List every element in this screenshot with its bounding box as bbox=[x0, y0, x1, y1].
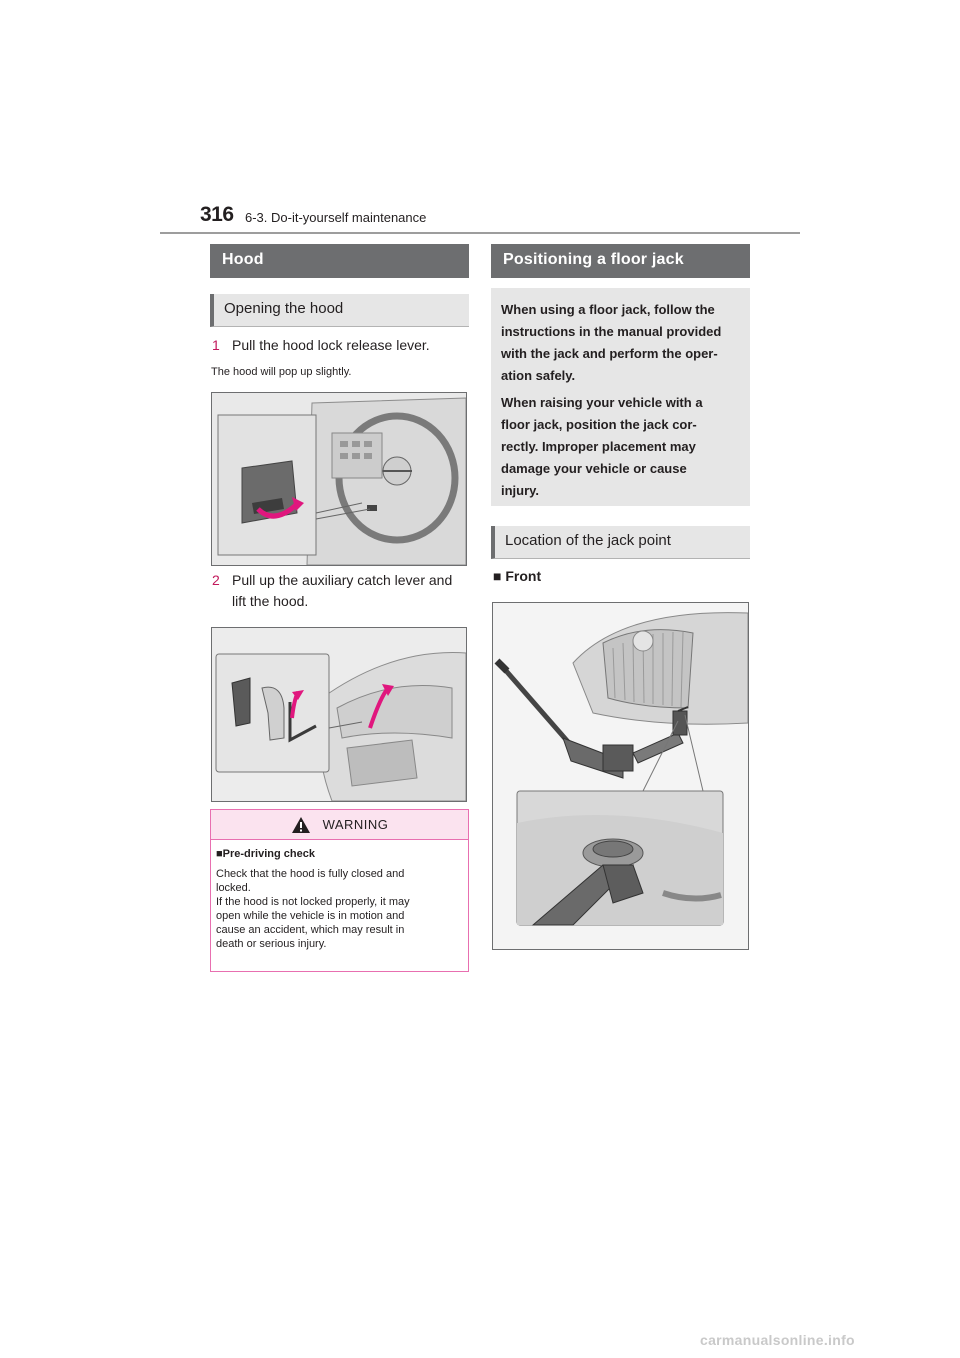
opening-hood-subheading: Opening the hood bbox=[210, 294, 469, 327]
watermark: carmanualsonline.info bbox=[700, 1332, 855, 1348]
step-1-text: Pull the hood lock release lever. bbox=[232, 337, 430, 353]
step-1-number: 1 bbox=[212, 337, 220, 353]
warning-body bbox=[211, 840, 468, 951]
step-1 bbox=[212, 335, 472, 356]
header-divider bbox=[160, 232, 800, 234]
floor-jack-heading: Positioning a floor jack bbox=[491, 244, 750, 278]
warning-line: Check that the hood is fully closed and bbox=[216, 868, 405, 880]
jack-point-subheading: Location of the jack point bbox=[491, 526, 750, 559]
auxiliary-catch-lever-illustration bbox=[211, 627, 467, 802]
warning-title: WARNING bbox=[322, 817, 389, 832]
warning-header bbox=[211, 810, 468, 840]
warning-line: death or serious injury. bbox=[216, 938, 327, 950]
front-jack-point-illustration bbox=[492, 602, 749, 950]
warning-box bbox=[210, 809, 469, 972]
page-number: 316 bbox=[200, 203, 234, 226]
square-bullet-icon: ■ bbox=[493, 568, 502, 584]
info-paragraph-2: When raising your vehicle with a floor jack, position the jack cor- rectly. Improper placement may damage your vehicle or cause injury. bbox=[501, 395, 703, 498]
hood-heading: Hood bbox=[210, 244, 469, 278]
step-1-note: The hood will pop up slightly. bbox=[211, 366, 352, 378]
step-2-number: 2 bbox=[212, 572, 220, 588]
front-label: ■ Front bbox=[493, 568, 542, 584]
warning-line: open while the vehicle is in motion and bbox=[216, 910, 405, 922]
square-bullet-icon: ■ bbox=[216, 848, 223, 860]
step-2 bbox=[212, 570, 474, 612]
step-2-text-line1: Pull up the auxiliary catch lever and bbox=[232, 572, 453, 588]
warning-triangle-icon bbox=[291, 816, 311, 834]
warning-subheading: ■Pre-driving check bbox=[216, 848, 315, 860]
step-2-text-line2: lift the hood. bbox=[232, 593, 309, 609]
hood-release-lever-illustration bbox=[211, 392, 467, 566]
warning-line: locked. bbox=[216, 882, 251, 894]
warning-line: cause an accident, which may result in bbox=[216, 924, 405, 936]
floor-jack-info-box bbox=[491, 288, 750, 506]
warning-line: If the hood is not locked properly, it may bbox=[216, 896, 410, 908]
info-paragraph-1: When using a floor jack, follow the instructions in the manual provided with the jack and perform the oper- ation safely. bbox=[501, 302, 722, 383]
chapter-title: 6-3. Do-it-yourself maintenance bbox=[245, 210, 427, 225]
